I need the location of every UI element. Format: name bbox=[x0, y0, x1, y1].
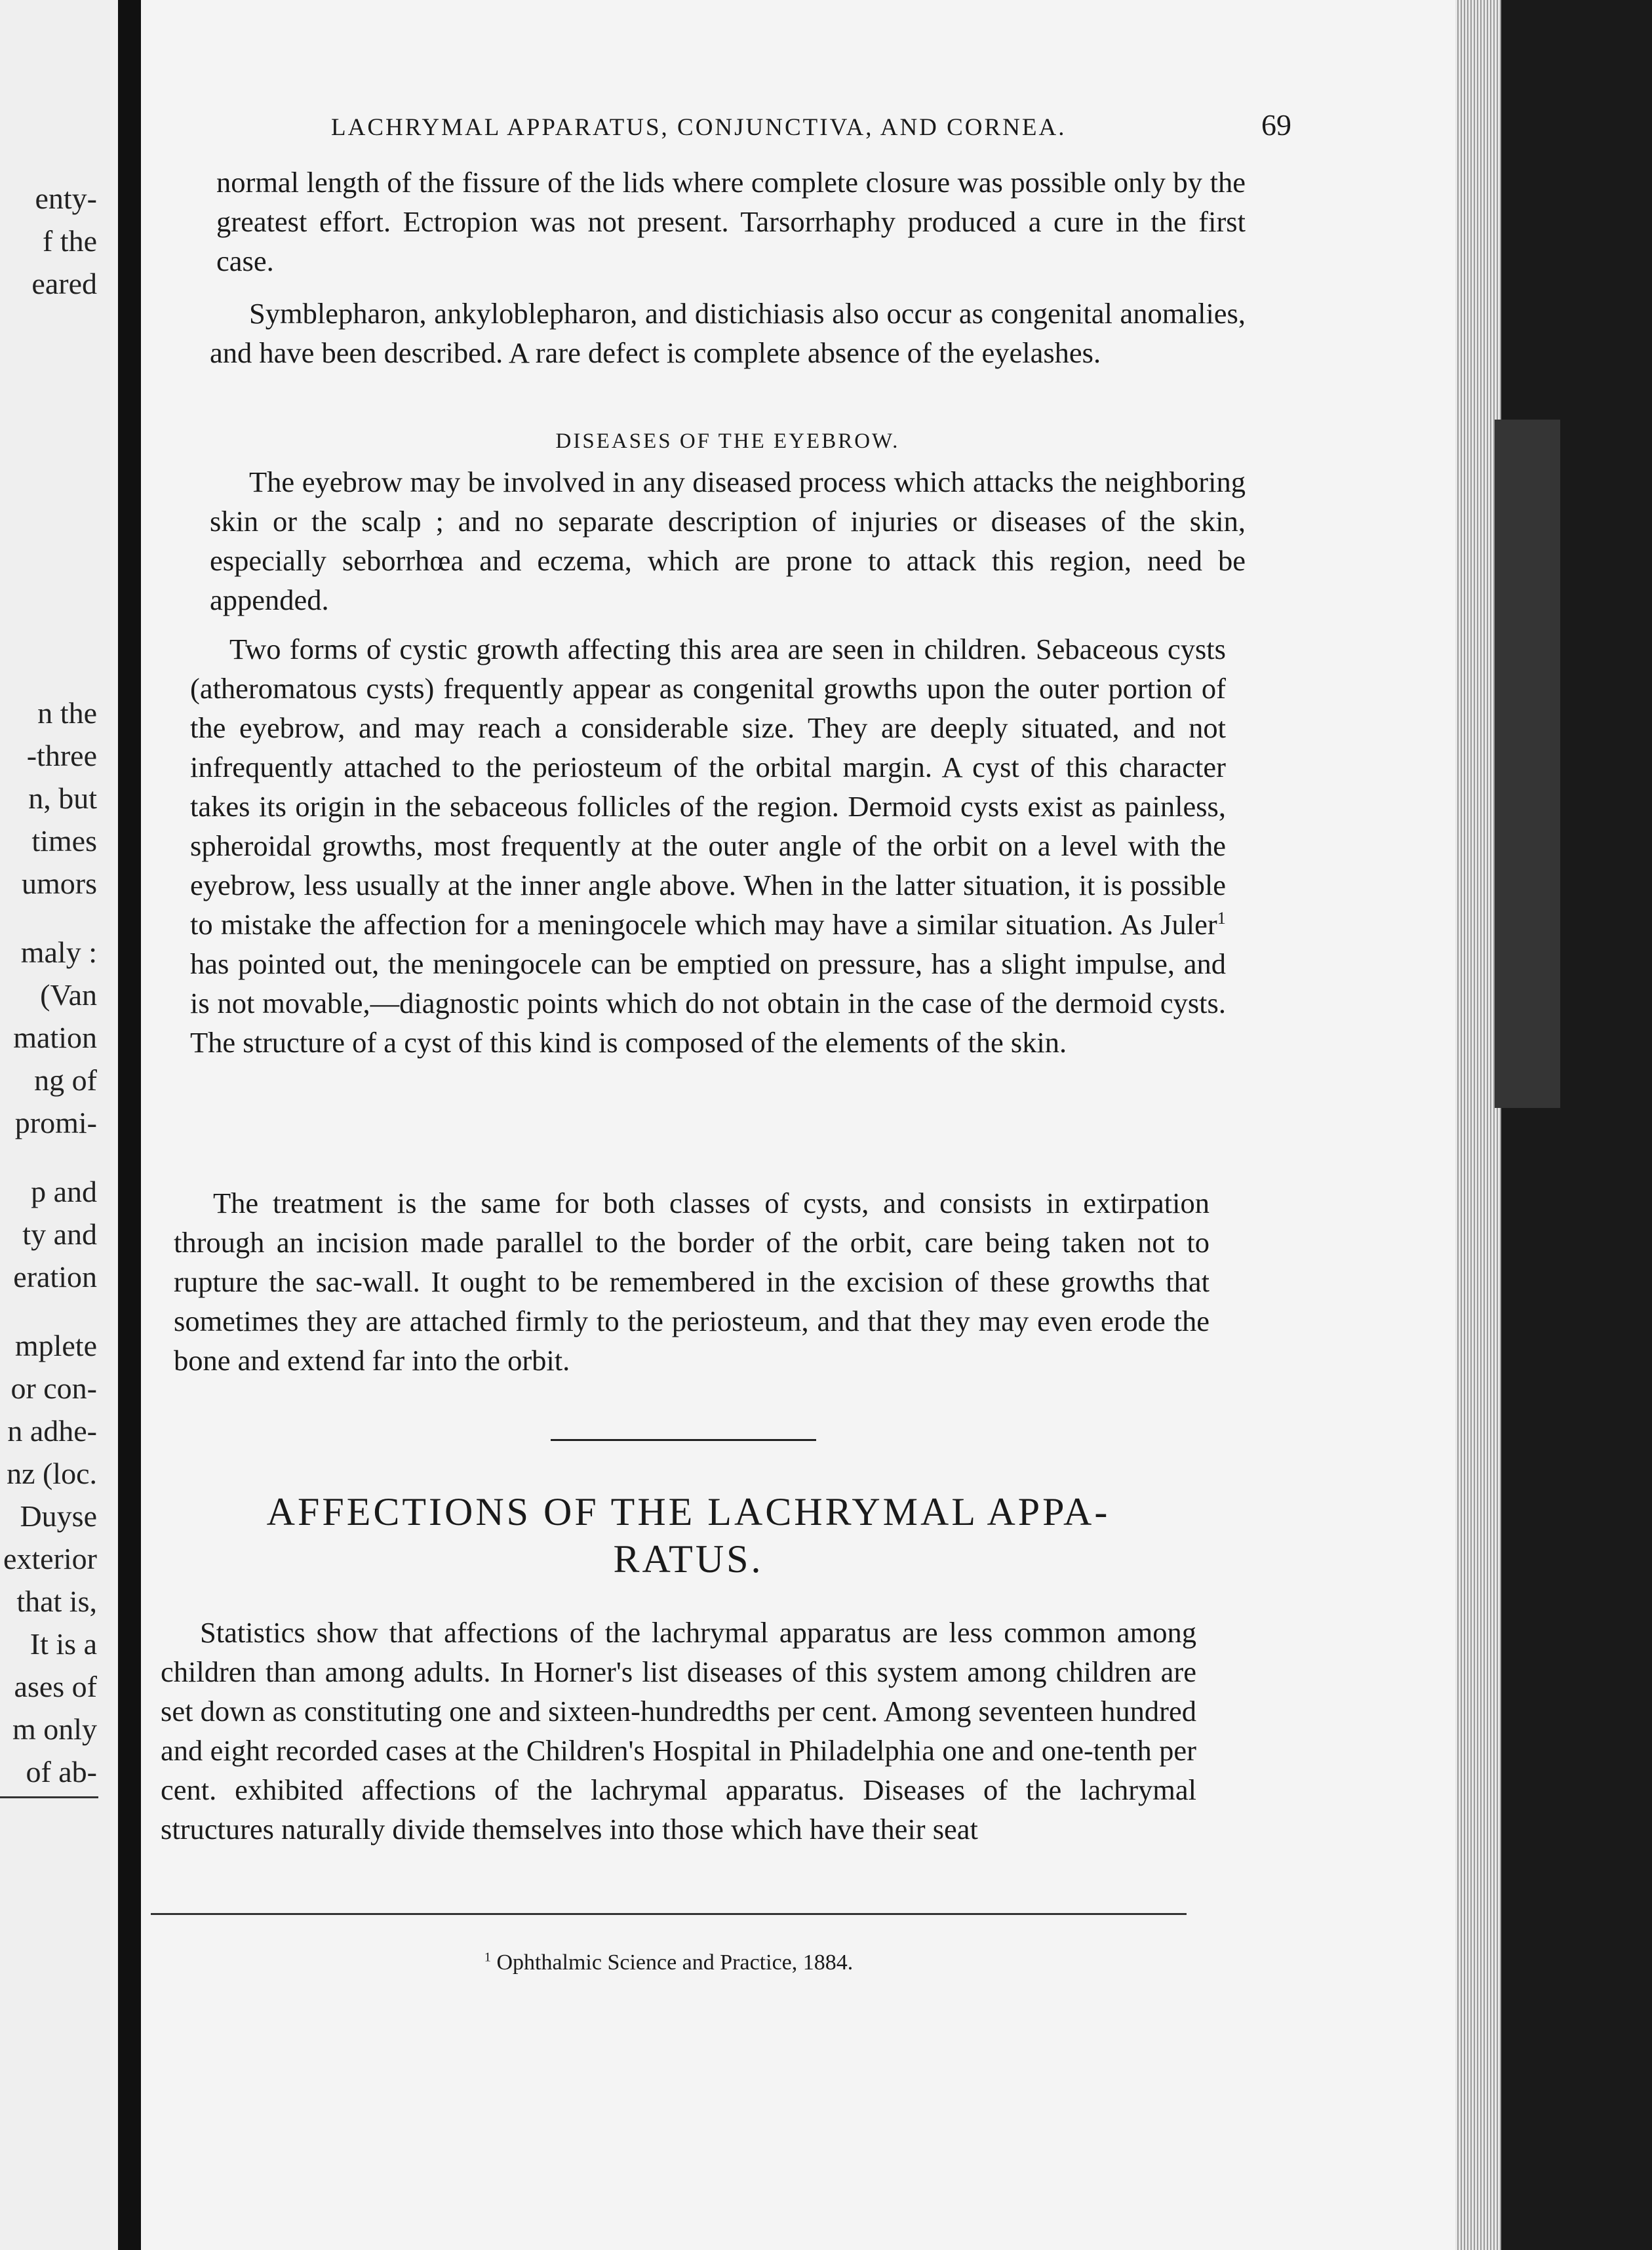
left-page-line: mation bbox=[13, 1021, 97, 1054]
section-divider-rule bbox=[551, 1439, 816, 1441]
paragraph-cystic-growth-b: has pointed out, the meningocele can be emptied on pressure, has a slight impulse, and is not movable,—diagnostic points which do not obtain in the case of the dermoid cysts. The structure of a cyst of this kind is composed of the elements of the skin. bbox=[190, 947, 1226, 1059]
left-page-line: It is a bbox=[30, 1627, 97, 1661]
section-title bbox=[164, 1488, 1213, 1583]
left-page-line: mplete bbox=[14, 1329, 97, 1362]
left-page-line: f the bbox=[42, 224, 97, 258]
left-page-line: ases of bbox=[14, 1670, 97, 1703]
footnote-text: Ophthalmic Science and Practice, 1884. bbox=[496, 1950, 854, 1975]
left-page-line: ty and bbox=[22, 1217, 97, 1251]
left-page-line: or con- bbox=[10, 1372, 97, 1405]
footnote-rule bbox=[151, 1913, 1187, 1915]
left-page-line: (Van bbox=[40, 978, 97, 1012]
left-page-line: of ab- bbox=[26, 1755, 97, 1788]
left-page-line: ng of bbox=[34, 1063, 97, 1097]
left-page-line: Duyse bbox=[20, 1499, 97, 1533]
book-spine bbox=[1501, 0, 1652, 2250]
page-edges bbox=[1455, 0, 1504, 2250]
paragraph-continuation: normal length of the fissure of the lids where complete closure was possible only by the greatest effort. Ectropion was not present. Tarsorrhaphy produced a cure in the first case. bbox=[216, 166, 1246, 277]
left-page-line: enty- bbox=[35, 182, 97, 215]
spine-band bbox=[1495, 420, 1560, 1108]
paragraph-statistics: Statistics show that affections of the lachrymal apparatus are less common among children than among adults. In Horner's list diseases of this system among children are set down as constituting one and sixteen-hundredths per cent. Among seventeen hundred and eight recorded cases at the Children's Hospital in Philadelphia one and one-tenth per cent. exhibited affections of the lachrymal apparatus. Diseases of the lachrymal structures naturally divide themselves into those which have their seat bbox=[161, 1616, 1196, 1845]
running-head bbox=[331, 108, 1291, 142]
left-page-line: n, but bbox=[28, 781, 97, 815]
book-gutter bbox=[118, 0, 144, 2250]
section-title-line-1: AFFECTIONS OF THE LACHRYMAL APPA- bbox=[266, 1490, 1111, 1533]
left-page-line: n adhe- bbox=[7, 1414, 97, 1448]
page-number: 69 bbox=[1261, 108, 1291, 142]
footnote bbox=[151, 1950, 1187, 1975]
section-title-line-2: RATUS. bbox=[613, 1537, 764, 1581]
running-title: LACHRYMAL APPARATUS, CONJUNCTIVA, AND CORNEA. bbox=[331, 114, 1067, 141]
left-page-line: that is, bbox=[16, 1585, 97, 1618]
left-page-line: p and bbox=[31, 1175, 97, 1208]
left-page-line: m only bbox=[12, 1712, 97, 1746]
footnote-marker: 1 bbox=[484, 1950, 491, 1965]
left-page-line: eared bbox=[31, 267, 97, 300]
left-page-footnote-rule bbox=[0, 1796, 98, 1798]
left-facing-page bbox=[0, 0, 132, 2250]
left-page-line: eration bbox=[13, 1260, 97, 1293]
left-page-line: nz (loc. bbox=[7, 1457, 97, 1490]
subheading-eyebrow: DISEASES OF THE EYEBROW. bbox=[555, 429, 900, 453]
left-page-line: n the bbox=[37, 696, 97, 730]
left-page-line: exterior bbox=[3, 1542, 97, 1575]
paragraph-symblepharon: Symblepharon, ankyloblepharon, and distichiasis also occur as congenital anomalies, and have been described. A rare defect is complete absence of the eyelashes. bbox=[210, 297, 1246, 369]
left-page-line: umors bbox=[22, 867, 97, 900]
left-page-line: -three bbox=[26, 739, 97, 772]
paragraph-treatment: The treatment is the same for both classes of cysts, and consists in extirpation through an incision made parallel to the border of the orbit, care being taken not to rupture the sac-wall. It ought to be remembered in the excision of these growths that sometimes they are attached firmly to the periosteum, and that they may even erode the bone and extend far into the orbit. bbox=[174, 1187, 1210, 1377]
paragraph-eyebrow-involvement: The eyebrow may be involved in any diseased process which attacks the neighboring skin or the scalp ; and no separate description of injuries or diseases of the skin, especially seborrhœa and eczema, which are prone to attack this region, need be appended. bbox=[210, 465, 1246, 616]
footnote-reference: 1 bbox=[1217, 908, 1226, 928]
left-page-line: promi- bbox=[14, 1106, 97, 1139]
paragraph-cystic-growth bbox=[190, 629, 1226, 1062]
left-page-line: times bbox=[31, 824, 97, 858]
paragraph-cystic-growth-a: Two forms of cystic growth affecting this area are seen in children. Sebaceous cysts (atheromatous cysts) frequently appear as congenital growths upon the outer portion of the eyebrow, and may reach a considerable size. They are deeply situated, and not infrequently attached to the periosteum of the orbital margin. A cyst of this character takes its origin in the sebaceous follicles of the region. Dermoid cysts exist as painless, spheroidal growths, most frequently at the outer angle of the orbit on a level with the eyebrow, less usually at the inner angle above. When in the latter situation, it is possible to mistake the affection for a meningocele which may have a similar situation. As Juler bbox=[190, 633, 1226, 941]
left-page-line: maly : bbox=[20, 936, 97, 969]
